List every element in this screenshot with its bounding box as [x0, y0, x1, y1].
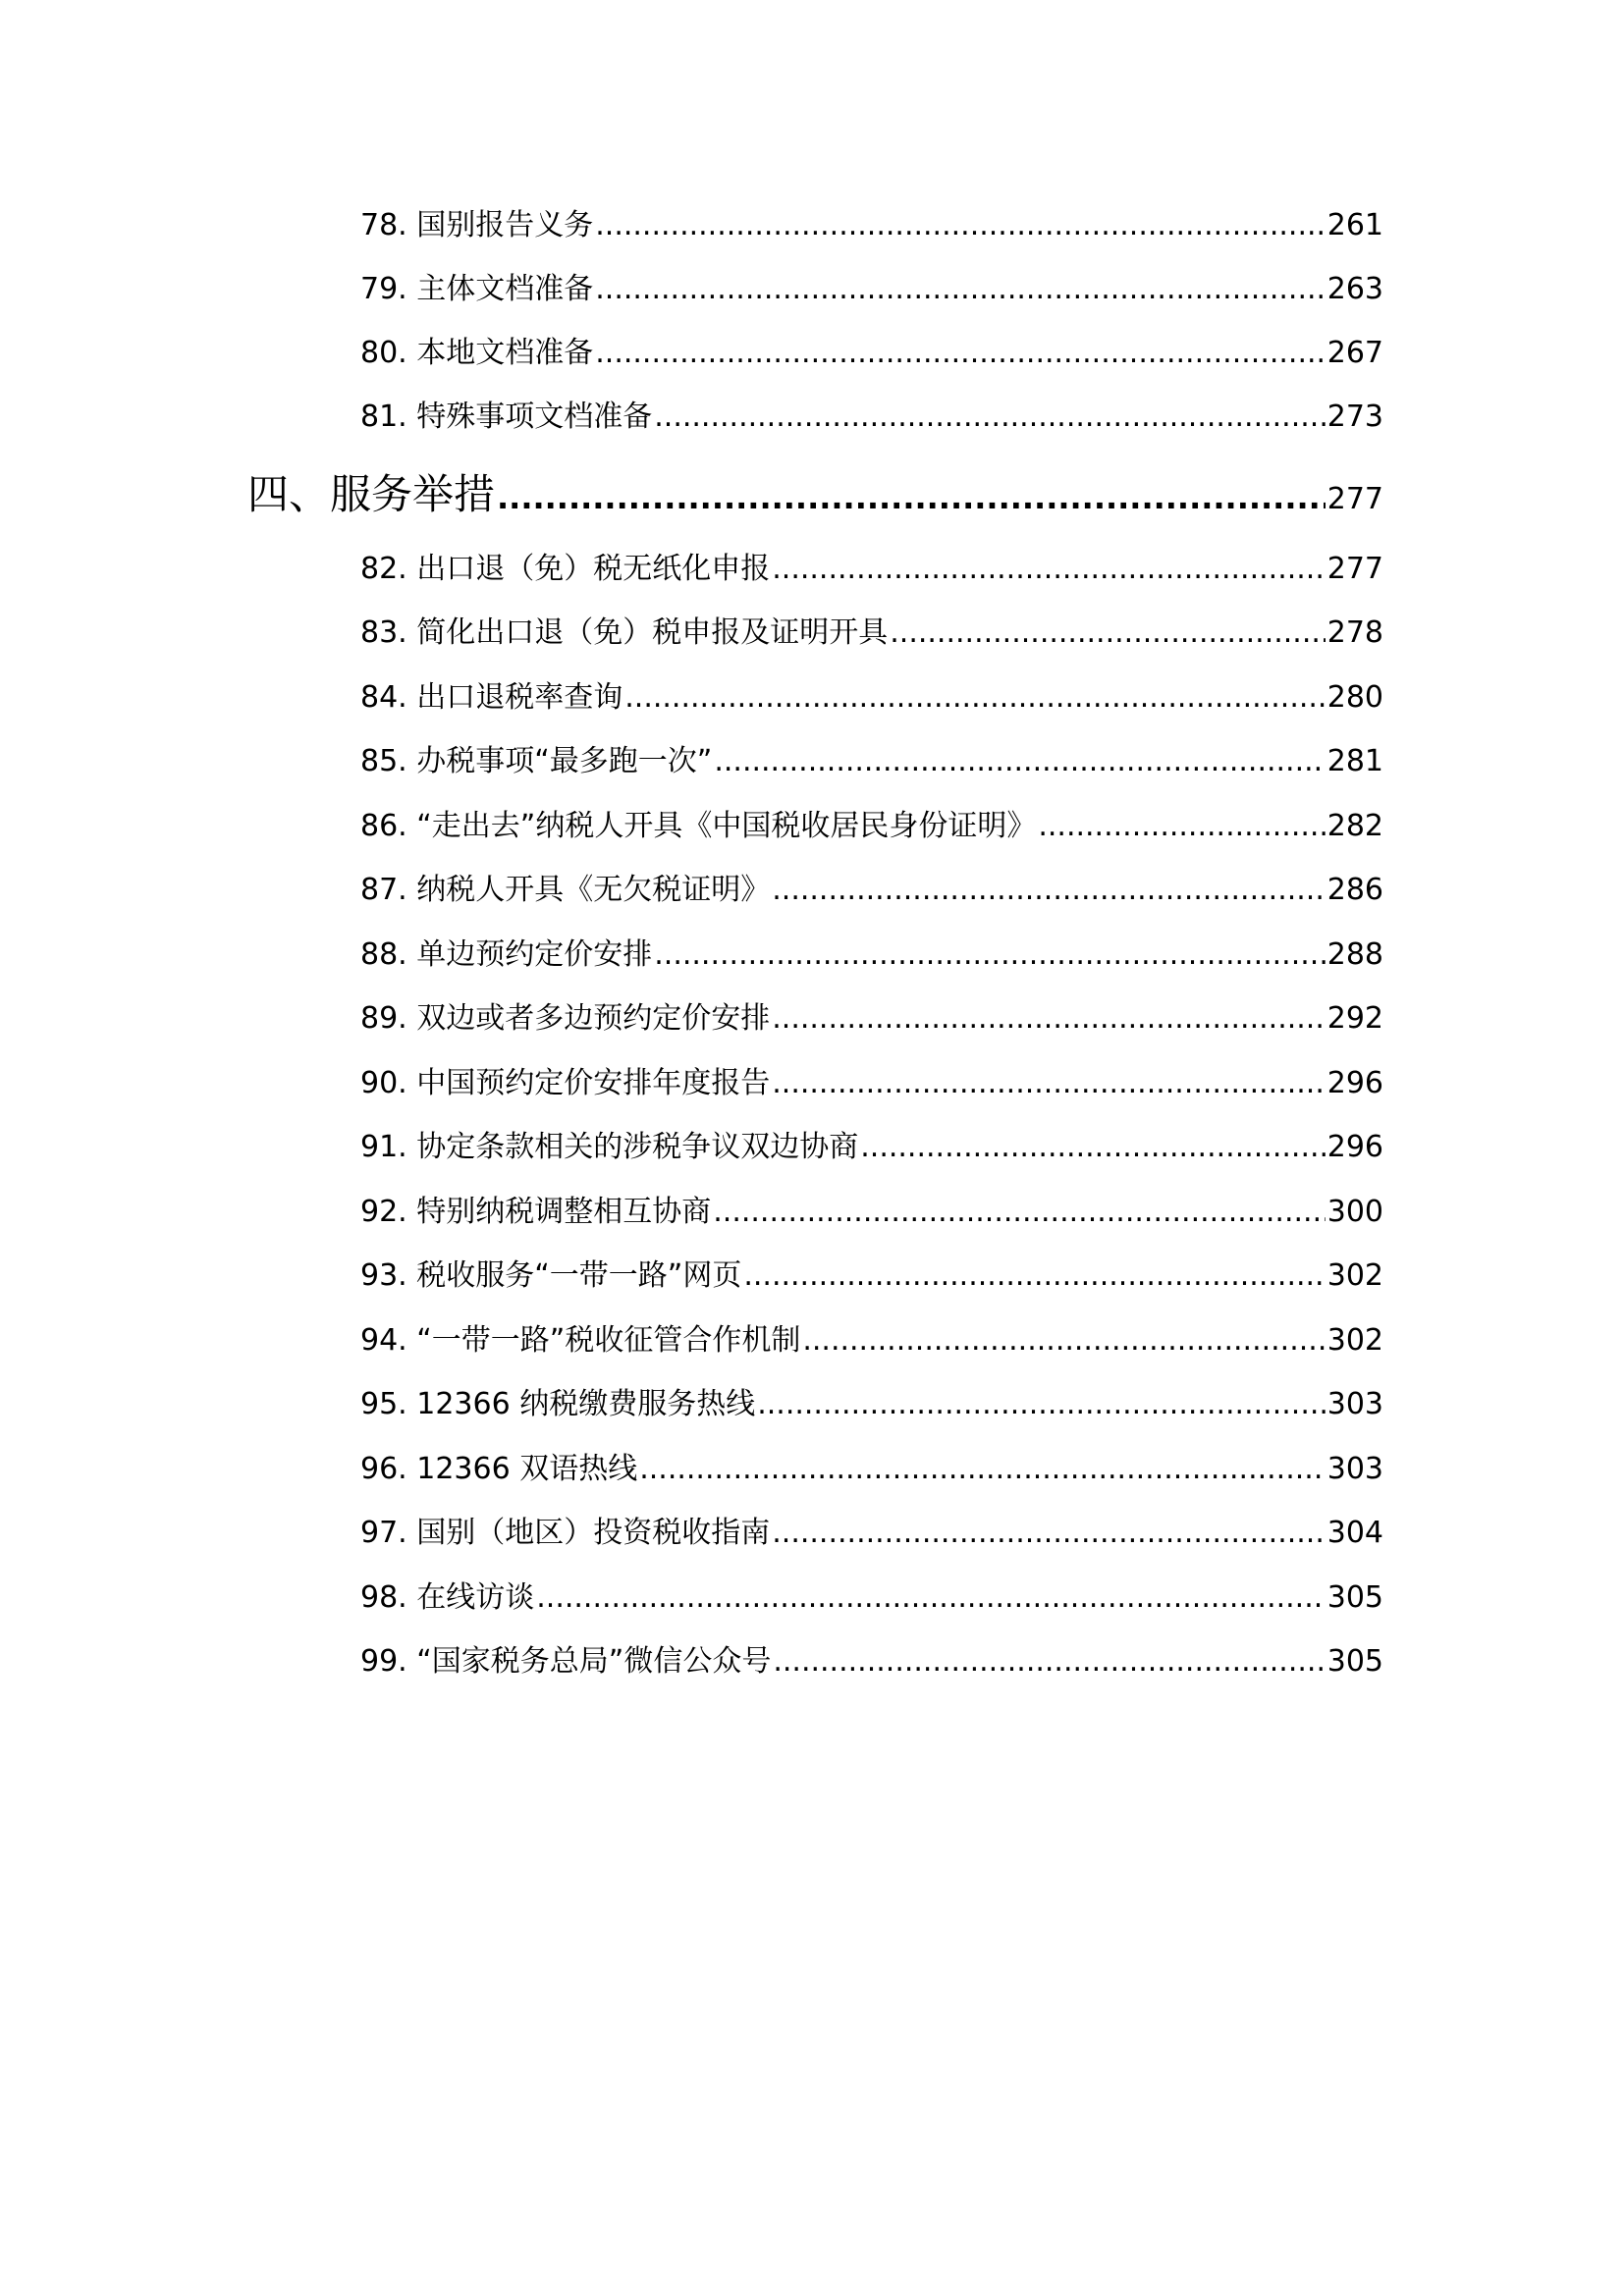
- toc-entry-title: 88. 单边预约定价安排: [360, 937, 653, 972]
- toc-entry-97[interactable]: [360, 1510, 1383, 1557]
- toc-entry-title: 94. “一带一路”税收征管合作机制: [360, 1323, 801, 1358]
- toc-entry-93[interactable]: [360, 1253, 1383, 1300]
- toc-entry-title: 96. 12366 双语热线: [360, 1452, 638, 1486]
- toc-leader-dots: [595, 330, 1325, 377]
- toc-page-number: 304: [1326, 1516, 1383, 1550]
- toc-entry-title: 80. 本地文档准备: [360, 336, 594, 370]
- toc-leader-dots: [772, 546, 1325, 593]
- toc-leader-dots: [743, 1253, 1325, 1300]
- toc-page-number: 261: [1326, 208, 1383, 242]
- toc-entry-78[interactable]: [360, 202, 1383, 249]
- toc-leader-dots: [890, 610, 1325, 657]
- toc-entry-92[interactable]: [360, 1189, 1383, 1236]
- toc-leader-dots: [773, 1638, 1325, 1685]
- toc-entry-89[interactable]: [360, 995, 1383, 1042]
- toc-page-number: 302: [1326, 1258, 1383, 1293]
- toc-entry-80[interactable]: [360, 330, 1383, 377]
- toc-page-number: 278: [1326, 615, 1383, 650]
- toc-page-number: 305: [1326, 1644, 1383, 1679]
- toc-entry-95[interactable]: [360, 1381, 1383, 1428]
- toc-page-number: 303: [1326, 1387, 1383, 1421]
- toc-leader-dots: [536, 1575, 1325, 1622]
- toc-leader-dots: [595, 202, 1325, 249]
- toc-entry-91[interactable]: [360, 1124, 1383, 1171]
- toc-entry-86[interactable]: [360, 803, 1383, 850]
- toc-entry-87[interactable]: [360, 867, 1383, 914]
- toc-entry-title: 89. 双边或者多边预约定价安排: [360, 1001, 771, 1036]
- toc-entry-82[interactable]: [360, 546, 1383, 593]
- toc-leader-dots: [1038, 803, 1325, 850]
- toc-entry-title: 81. 特殊事项文档准备: [360, 400, 653, 434]
- toc-leader-dots: [772, 1510, 1325, 1557]
- toc-entry-title: 98. 在线访谈: [360, 1580, 535, 1615]
- toc-page-number: 282: [1326, 809, 1383, 843]
- toc-leader-dots: [772, 1060, 1325, 1107]
- toc-page-number: 277: [1326, 552, 1383, 586]
- toc-page-number: 273: [1326, 400, 1383, 434]
- toc-entry-88[interactable]: [360, 932, 1383, 979]
- toc-leader-dots: [654, 394, 1325, 441]
- toc-leader-dots: [860, 1124, 1325, 1171]
- toc-entry-title: 90. 中国预约定价安排年度报告: [360, 1066, 771, 1100]
- toc-leader-dots: [624, 674, 1325, 721]
- toc-entry-title: 82. 出口退（免）税无纸化申报: [360, 552, 771, 586]
- toc-page-number: 263: [1326, 272, 1383, 306]
- toc-page-number: 302: [1326, 1323, 1383, 1358]
- toc-entry-83[interactable]: [360, 610, 1383, 657]
- toc-page-number: 280: [1326, 680, 1383, 715]
- toc-entry-96[interactable]: [360, 1446, 1383, 1493]
- toc-entry-title: 87. 纳税人开具《无欠税证明》: [360, 873, 771, 907]
- toc-leader-dots: [772, 867, 1325, 914]
- toc-page-number: 277: [1326, 482, 1383, 516]
- toc-page-number: 281: [1326, 744, 1383, 778]
- toc-entry-title: 99. “国家税务总局”微信公众号: [360, 1644, 772, 1679]
- toc-entry-85[interactable]: [360, 738, 1383, 785]
- toc-entry-title: 84. 出口退税率查询: [360, 680, 623, 715]
- toc-entry-98[interactable]: [360, 1575, 1383, 1622]
- toc-entry-title: 95. 12366 纳税缴费服务热线: [360, 1387, 756, 1421]
- toc-leader-dots: [654, 932, 1325, 979]
- toc-page-number: 296: [1326, 1066, 1383, 1100]
- toc-section-title: 四、服务举措: [247, 470, 496, 518]
- toc-entry-title: 78. 国别报告义务: [360, 208, 594, 242]
- toc-entry-title: 92. 特别纳税调整相互协商: [360, 1195, 712, 1229]
- toc-entry-title: 85. 办税事项“最多跑一次”: [360, 744, 713, 778]
- toc-section-heading[interactable]: [247, 465, 1383, 524]
- toc-entry-title: 79. 主体文档准备: [360, 272, 594, 306]
- toc-entry-94[interactable]: [360, 1317, 1383, 1364]
- toc-page-number: 286: [1326, 873, 1383, 907]
- toc-entry-title: 83. 简化出口退（免）税申报及证明开具: [360, 615, 889, 650]
- toc-entry-title: 86. “走出去”纳税人开具《中国税收居民身份证明》: [360, 809, 1037, 843]
- toc-leader-dots: [639, 1446, 1326, 1493]
- toc-entry-title: 93. 税收服务“一带一路”网页: [360, 1258, 742, 1293]
- toc-leader-dots: [714, 738, 1325, 785]
- toc-entry-81[interactable]: [360, 394, 1383, 441]
- toc-page-number: 305: [1326, 1580, 1383, 1615]
- toc-leader-dots: [713, 1189, 1325, 1236]
- toc-page-number: 267: [1326, 336, 1383, 370]
- toc-entry-84[interactable]: [360, 674, 1383, 721]
- toc-page-number: 303: [1326, 1452, 1383, 1486]
- toc-leader-dots: [595, 266, 1325, 313]
- toc-entry-79[interactable]: [360, 266, 1383, 313]
- toc-entry-title: 97. 国别（地区）投资税收指南: [360, 1516, 771, 1550]
- toc-entry-99[interactable]: [360, 1638, 1383, 1685]
- toc-entry-90[interactable]: [360, 1060, 1383, 1107]
- toc-leader-dots: [497, 468, 1326, 524]
- toc-leader-dots: [757, 1381, 1326, 1428]
- toc-page-number: 288: [1326, 937, 1383, 972]
- toc-page-number: 300: [1326, 1195, 1383, 1229]
- toc-leader-dots: [802, 1317, 1325, 1364]
- toc-leader-dots: [772, 995, 1325, 1042]
- toc-page-number: 296: [1326, 1130, 1383, 1164]
- toc-entry-title: 91. 协定条款相关的涉税争议双边协商: [360, 1130, 859, 1164]
- toc-page-number: 292: [1326, 1001, 1383, 1036]
